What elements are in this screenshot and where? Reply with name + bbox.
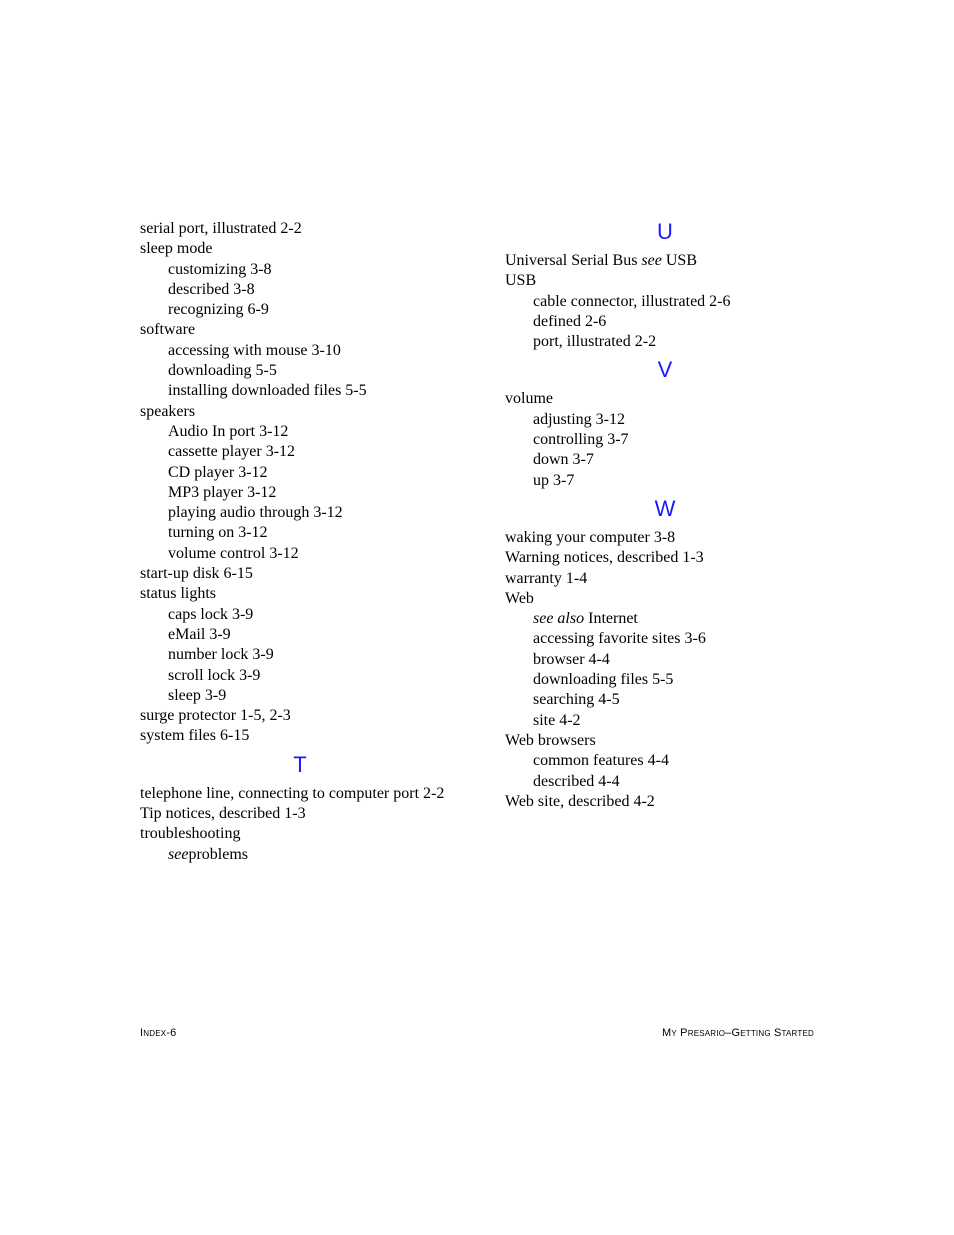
- index-subentry: site 4-2: [533, 711, 581, 729]
- see-reference-target: USB: [661, 252, 697, 269]
- index-subentry: adjusting 3-12: [533, 410, 625, 428]
- index-subentry: described 3-8: [168, 280, 255, 298]
- index-entry: waking your computer 3-8: [505, 528, 676, 546]
- index-subentry: turning on 3-12: [168, 524, 268, 542]
- index-entry: USB: [505, 272, 537, 290]
- index-subentry-see: [140, 845, 460, 865]
- index-entry-see: [505, 251, 825, 271]
- index-entry: sleep mode: [140, 240, 213, 258]
- index-subentry: described 4-4: [533, 772, 620, 790]
- u-section: [505, 251, 825, 352]
- index-subentry: scroll lock 3-9: [168, 666, 261, 684]
- index-subentry: eMail 3-9: [168, 625, 231, 643]
- index-subentry: customizing 3-8: [168, 260, 272, 278]
- section-letter-t: T: [293, 751, 307, 777]
- section-letter-v: V: [657, 357, 673, 383]
- index-entry: warranty 1-4: [505, 569, 588, 587]
- see-reference-target: problems: [188, 845, 248, 863]
- index-entry: status lights: [140, 585, 217, 603]
- index-subentry: cable connector, illustrated 2-6: [533, 292, 731, 310]
- index-subentry: defined 2-6: [533, 312, 607, 330]
- index-subentry: searching 4-5: [533, 691, 620, 709]
- index-column-right: [505, 219, 825, 812]
- see-reference-source: Universal Serial Bus: [505, 252, 642, 269]
- section-letter-u: U: [657, 219, 673, 244]
- index-subentry: accessing favorite sites 3-6: [533, 630, 706, 648]
- footer-book-title: My Presario–Getting Started: [662, 1027, 814, 1039]
- index-subentry: up 3-7: [533, 471, 575, 489]
- t-section: [140, 784, 460, 865]
- index-subentry: Audio In port 3-12: [168, 422, 289, 440]
- index-subentry: recognizing 6-9: [168, 301, 269, 319]
- see-also-word: see also: [533, 610, 585, 628]
- w-section: [505, 528, 825, 812]
- index-entry: volume: [505, 390, 553, 408]
- index-subentry: common features 4-4: [533, 752, 669, 770]
- index-subentry: MP3 player 3-12: [168, 483, 277, 501]
- v-section: [505, 389, 825, 490]
- index-subentry: downloading 5-5: [168, 362, 277, 380]
- index-entry: start-up disk 6-15: [140, 565, 253, 583]
- index-entry: telephone line, connecting to computer port 2-2: [140, 784, 445, 802]
- index-entry: software: [140, 321, 196, 339]
- index-subentry: caps lock 3-9: [168, 605, 254, 623]
- index-subentry: playing audio through 3-12: [168, 504, 343, 522]
- index-entry: speakers: [140, 402, 196, 420]
- see-reference-word: see: [641, 252, 662, 269]
- index-entry: Warning notices, described 1-3: [505, 549, 704, 567]
- index-subentry: installing downloaded files 5-5: [168, 382, 367, 400]
- index-entry: Web browsers: [505, 731, 596, 749]
- index-entry: serial port, illustrated 2-2: [140, 220, 302, 237]
- index-subentry: cassette player 3-12: [168, 443, 296, 461]
- index-subentry: CD player 3-12: [168, 463, 268, 481]
- index-entry: Tip notices, described 1-3: [140, 805, 306, 823]
- index-subentry: port, illustrated 2-2: [533, 333, 657, 351]
- index-column-left: [140, 219, 460, 865]
- index-entry: Web site, described 4-2: [505, 792, 655, 810]
- see-also-target: Internet: [584, 610, 638, 628]
- s-section: [140, 219, 460, 747]
- see-reference-word: see: [168, 845, 189, 863]
- index-subentry: number lock 3-9: [168, 646, 274, 664]
- section-letter-w: W: [654, 495, 676, 521]
- index-entry: Web: [505, 589, 534, 607]
- index-entry: system files 6-15: [140, 727, 250, 745]
- index-subentry: accessing with mouse 3-10: [168, 341, 341, 359]
- index-subentry-see-also: [505, 609, 825, 629]
- index-subentry: sleep 3-9: [168, 686, 227, 704]
- index-entry: troubleshooting: [140, 825, 241, 843]
- index-subentry: controlling 3-7: [533, 431, 629, 449]
- index-subentry: downloading files 5-5: [533, 671, 674, 689]
- index-subentry: browser 4-4: [533, 650, 610, 668]
- index-entry: surge protector 1-5, 2-3: [140, 707, 291, 725]
- index-subentry: volume control 3-12: [168, 544, 299, 562]
- footer-page-number: Index-6: [140, 1027, 177, 1039]
- index-subentry: down 3-7: [533, 451, 594, 469]
